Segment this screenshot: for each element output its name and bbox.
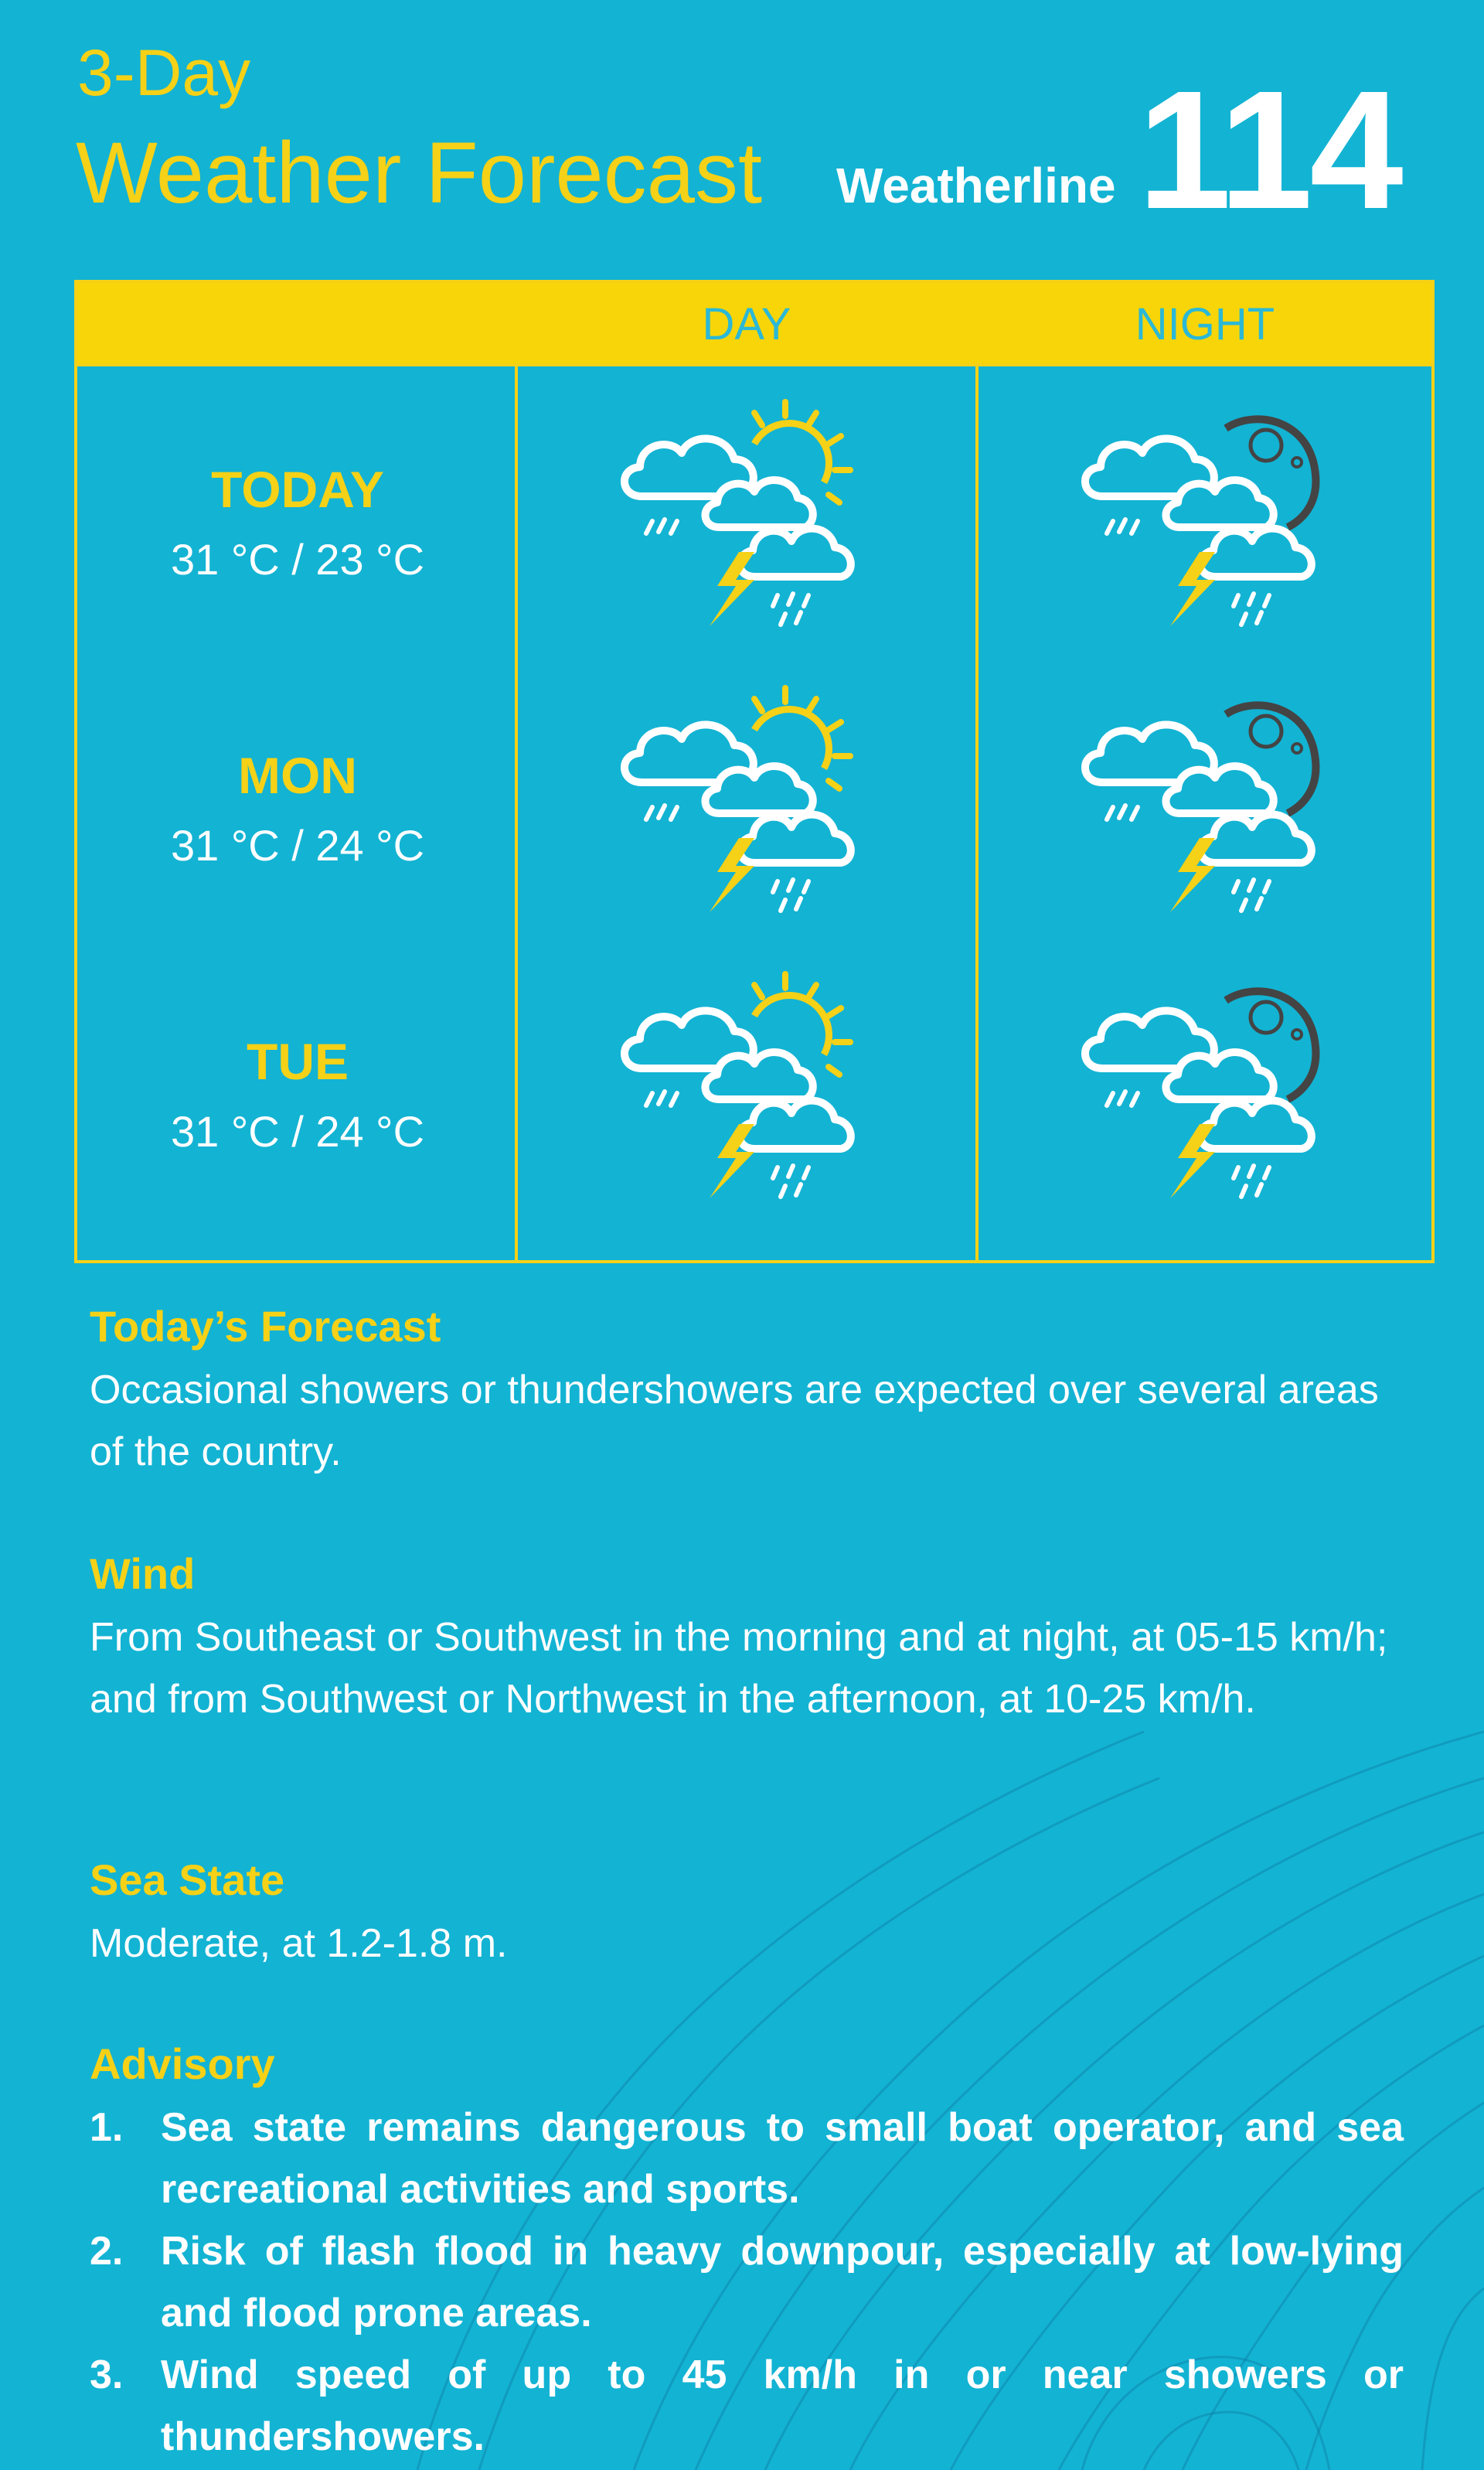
list-number: 1.	[90, 2105, 124, 2150]
day-cell	[77, 652, 518, 939]
section-title: Advisory	[90, 2039, 275, 2088]
table-row	[77, 366, 1431, 652]
thunderstorm-moon-icon	[1064, 683, 1342, 931]
thunderstorm-moon-icon	[1064, 397, 1342, 645]
thunderstorm-sun-icon	[603, 397, 881, 645]
advisory-text: Sea state remains dangerous to small boat operator, and sea recreational activities and sports.	[161, 2105, 1404, 2212]
day-temperature: 31 °C / 23 °C	[170, 535, 425, 584]
day-name: MON	[238, 747, 357, 804]
table-header	[77, 283, 1431, 366]
section-title: Sea State	[90, 1855, 285, 1904]
day-cell	[77, 366, 518, 652]
sea-state-section	[90, 1855, 1404, 1974]
header	[0, 0, 1484, 255]
thunderstorm-sun-icon	[603, 683, 881, 931]
day-name: TUE	[247, 1033, 349, 1090]
day-temperature: 31 °C / 24 °C	[170, 821, 425, 870]
wind-section	[90, 1549, 1404, 1730]
todays-forecast-section	[90, 1302, 1404, 1483]
brand-label: Weatherline	[836, 158, 1116, 213]
wind-text: From Southeast or Southwest in the morning and at night, at 05-15 km/h; and from Southwest or Northwest in the afternoon, at 10-25 km/h.	[90, 1615, 1388, 1722]
advisory-text: Risk of flash flood in heavy downpour, especially at low-lying and flood prone areas.	[161, 2229, 1404, 2335]
sea-state-text: Moderate, at 1.2-1.8 m.	[90, 1921, 508, 1966]
column-header-night: NIGHT	[1135, 299, 1275, 349]
thunderstorm-moon-icon	[1064, 969, 1342, 1217]
list-item	[90, 2097, 1404, 2220]
column-header-day: DAY	[702, 299, 791, 349]
forecast-table	[74, 280, 1435, 1263]
table-row	[77, 939, 1431, 1225]
advisory-text: Wind speed of up to 45 km/h in or near showers or thundershowers.	[161, 2352, 1404, 2459]
title-prefix: 3-Day	[77, 36, 251, 109]
list-item	[90, 2220, 1404, 2344]
brand-number: 114	[1138, 56, 1401, 244]
forecast-text: Occasional showers or thundershowers are expected over several areas of the country.	[90, 1368, 1379, 1474]
list-number: 2.	[90, 2229, 124, 2274]
section-title: Today’s Forecast	[90, 1302, 441, 1351]
thunderstorm-sun-icon	[603, 969, 881, 1217]
day-temperature: 31 °C / 24 °C	[170, 1107, 425, 1156]
page-title: Weather Forecast	[76, 124, 763, 221]
section-title: Wind	[90, 1549, 196, 1598]
table-row	[77, 652, 1431, 939]
list-item	[90, 2344, 1404, 2468]
list-number: 3.	[90, 2352, 124, 2397]
advisory-section	[90, 2039, 1404, 2468]
day-name: TODAY	[211, 461, 384, 518]
day-cell	[77, 939, 518, 1225]
advisory-list	[90, 2097, 1404, 2468]
